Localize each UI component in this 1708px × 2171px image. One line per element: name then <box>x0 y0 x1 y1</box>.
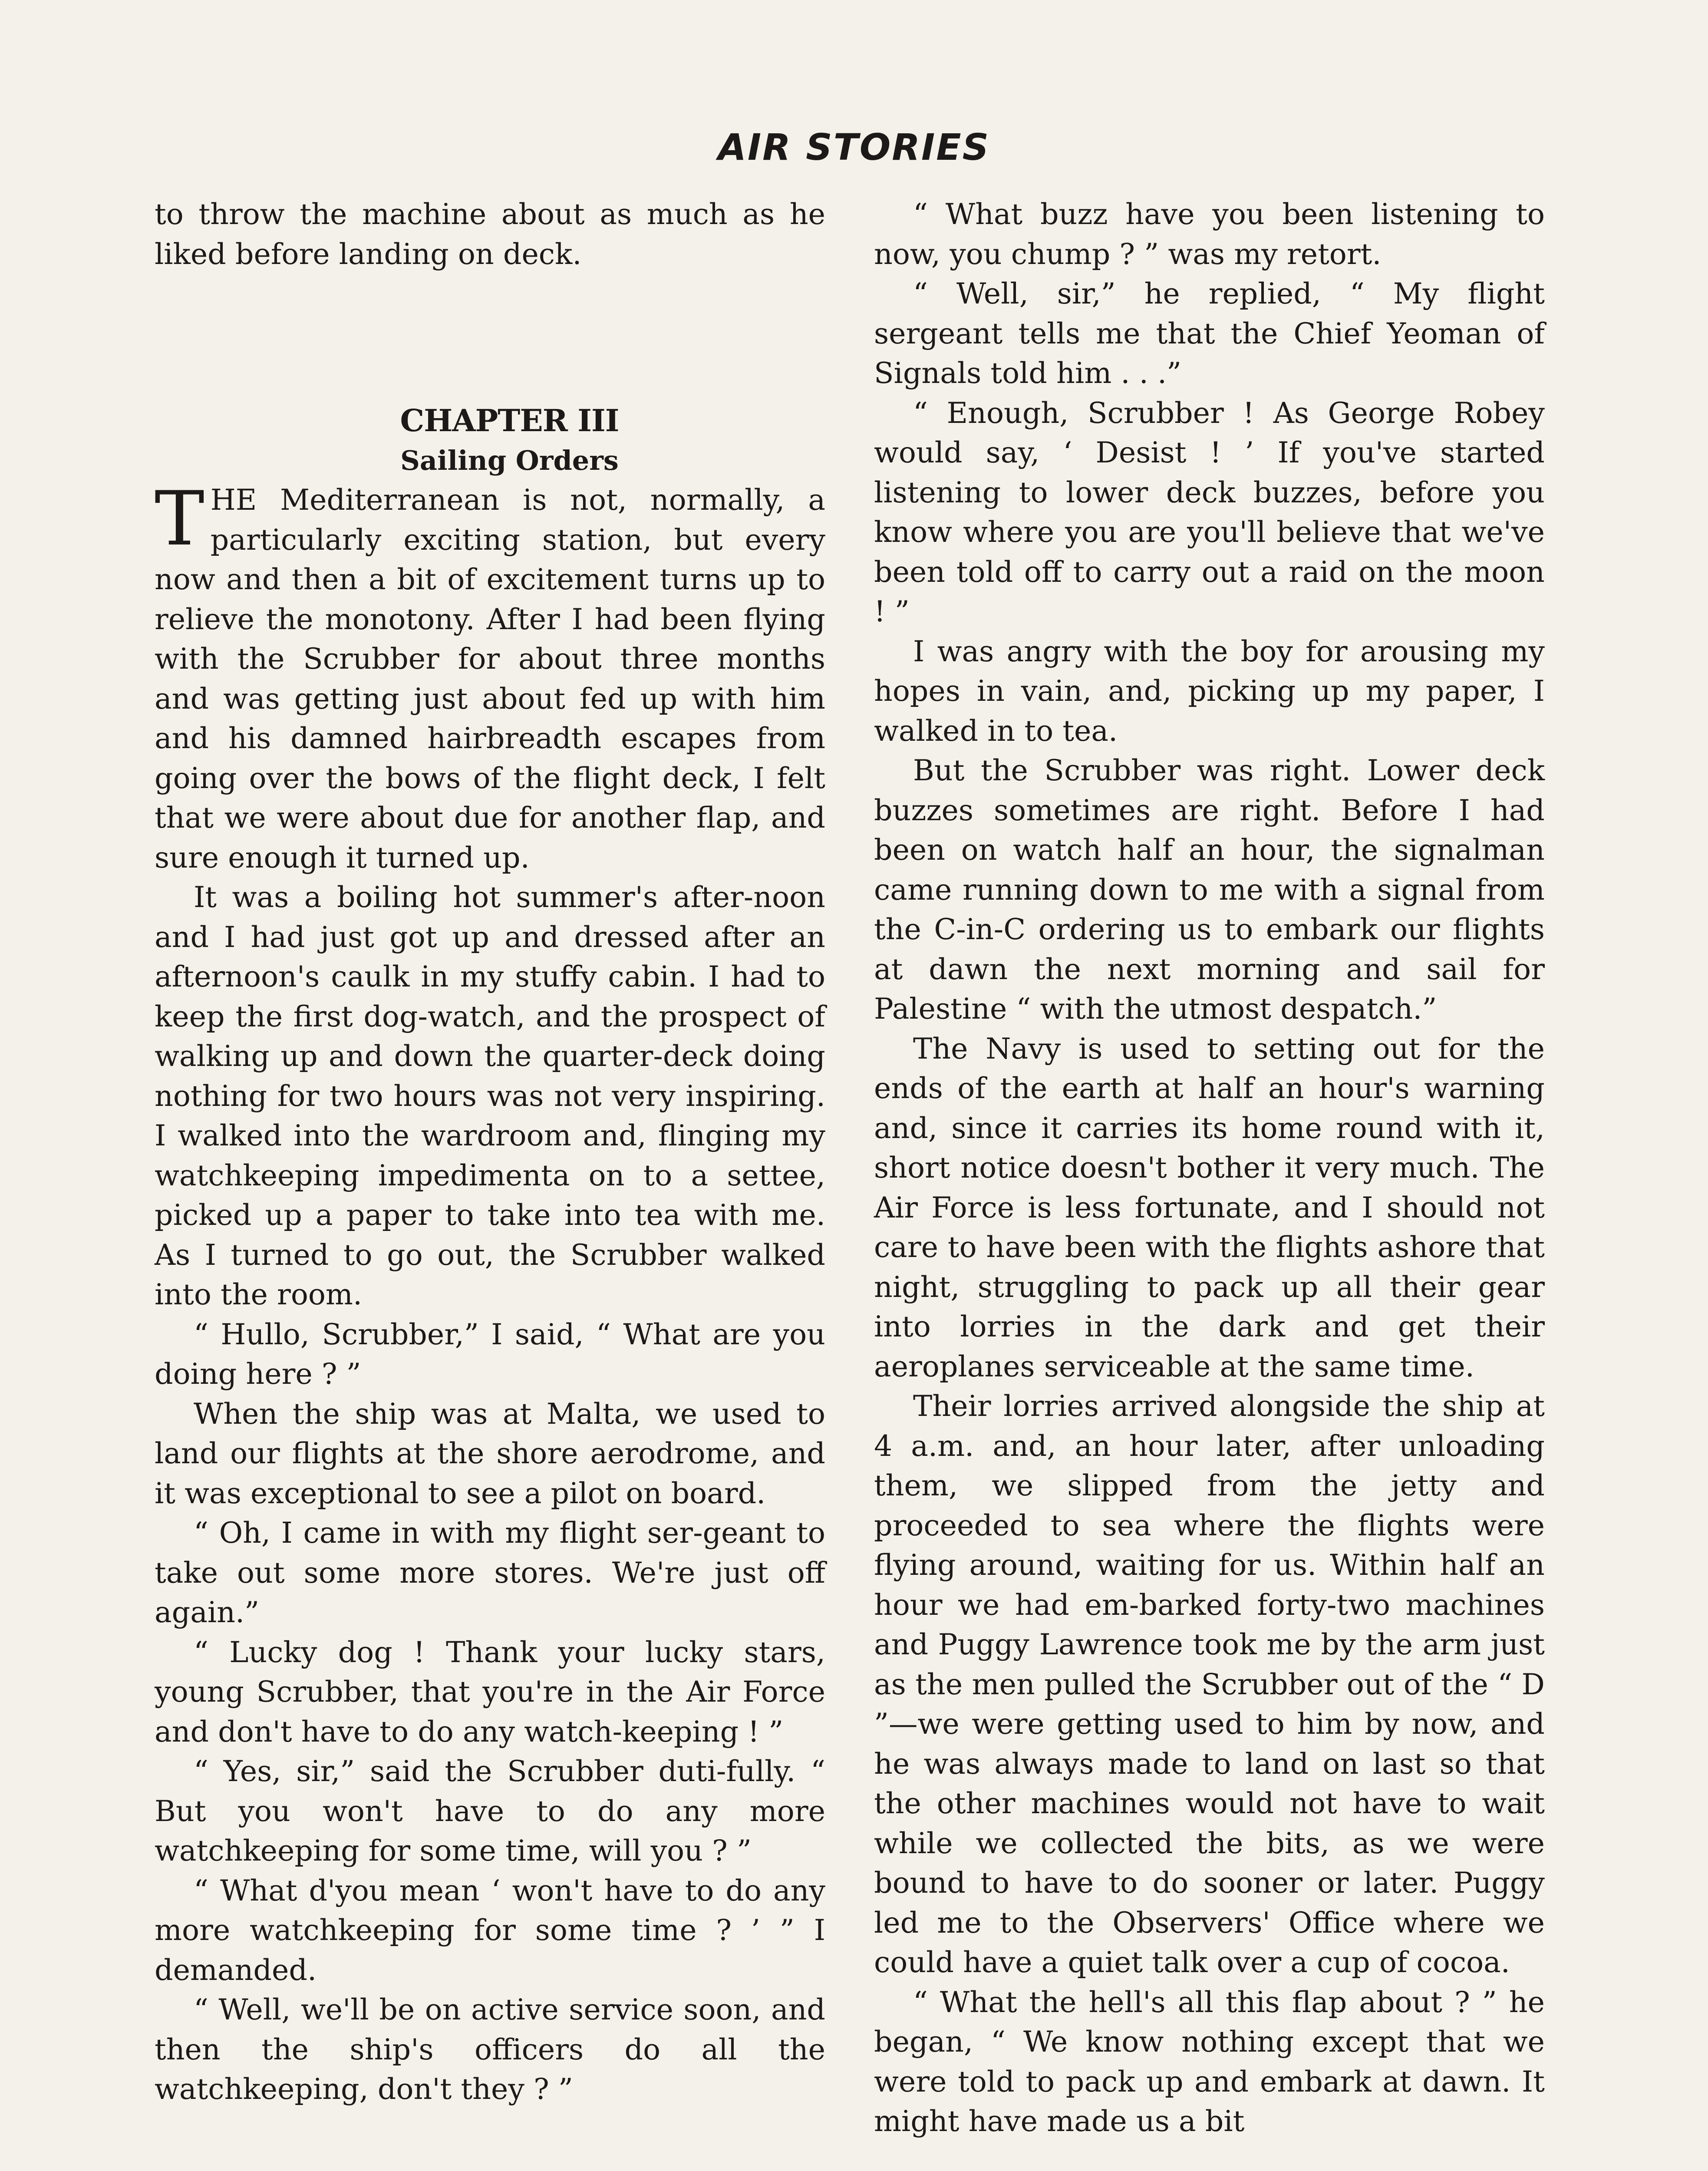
paragraph: “ Well, sir,” he replied, “ My flight sergeant tells me that the Chief Yeoman of Signals told him . . .” <box>874 277 1545 390</box>
paragraph: I was angry with the boy for arousing my hopes in vain, and, picking up my paper, I walked in to tea. <box>874 634 1545 748</box>
paragraph: But the Scrubber was right. Lower deck buzzes sometimes are right. Before I had been on watch half an hour, the signalman came running down to me with a signal from the C-in-C ordering us to embark our flights at dawn the next morning and sail for Palestine “ with the utmost despatch.” <box>874 753 1545 1026</box>
paragraph: “ What buzz have you been listening to now, you chump ? ” was my retort. <box>874 197 1545 271</box>
paragraph: It was a boiling hot summer's after-noon and I had just got up and dressed after an afternoon's caulk in my stuffy cabin. I had to keep the first dog-watch, and the prospect of walking up and down the quarter-deck doing nothing for two hours was not very inspiring. I walked into the wardroom and, flinging my watchkeeping impedimenta on to a settee, picked up a paper to take into tea with me. As I turned to go out, the Scrubber walked into the room. <box>155 880 825 1311</box>
paragraph: to throw the machine about as much as he liked before landing on deck. <box>155 197 825 271</box>
paragraph: “ Enough, Scrubber ! As George Robey would say, ‘ Desist ! ’ If you've started listening to lower deck buzzes, before you know where you are you'll believe that we've been told off to carry out a raid on the moon ! ” <box>874 396 1545 628</box>
right-column <box>874 195 1545 2141</box>
paragraph: “ What d'you mean ‘ won't have to do any more watchkeeping for some time ? ’ ” I demanded. <box>155 1873 825 1987</box>
paragraph: “ Oh, I came in with my flight ser-geant to take out some more stores. We're just off again.” <box>155 1516 825 1629</box>
paragraph: “ Lucky dog ! Thank your lucky stars, young Scrubber, that you're in the Air Force and don't have to do any watch-keeping ! ” <box>155 1635 825 1749</box>
paragraph: Their lorries arrived alongside the ship at 4 a.m. and, an hour later, after unloading them, we slipped from the jetty and proceeded to sea where the flights were flying around, waiting for us. Within half an hour we had em-barked forty-two machines and Puggy Lawrence took me by the arm just as the men pulled the Scrubber out of the “ D ”—we were getting used to him by now, and he was always made to land on last so that the other machines would not have to wait while we collected the bits, as we were bound to have to do sooner or later. Puggy led me to the Observers' Office where we could have a quiet talk over a cup of cocoa. <box>874 1389 1545 1979</box>
paragraph: “ Well, we'll be on active service soon, and then the ship's officers do all the watchkeeping, don't they ? ” <box>155 1993 825 2106</box>
left-column <box>155 195 825 2109</box>
opening-paragraph-text: HE Mediterranean is not, normally, a particularly exciting station, but every now and then a bit of excitement turns up to relieve the monotony. After I had been flying with the Scrubber for about three months and was getting just about fed up with him and his damned hairbreadth escapes from going over the bows of the flight deck, I felt that we were about due for another flap, and sure enough it turned up. <box>155 483 825 874</box>
paragraph: “ Hullo, Scrubber,” I said, “ What are you doing here ? ” <box>155 1317 825 1391</box>
paragraph: The Navy is used to setting out for the ends of the earth at half an hour's warning and, since it carries its home round with it, short notice doesn't bother it very much. The Air Force is less fortunate, and I should not care to have been with the flights ashore that night, struggling to pack up all their gear into lorries in the dark and get their aeroplanes serviceable at the same time. <box>874 1031 1545 1383</box>
opening-paragraph <box>155 475 825 878</box>
chapter-subtitle: Sailing Orders <box>400 445 619 476</box>
running-head: AIR STORIES <box>718 126 990 168</box>
paragraph: “ Yes, sir,” said the Scrubber duti-fully. “ But you won't have to do any more watchkeeping for some time, will you ? ” <box>155 1754 825 1867</box>
drop-cap: T <box>155 475 204 562</box>
paragraph: “ What the hell's all this flap about ? ” he began, “ We know nothing except that we were told to pack up and embark at dawn. It might have made us a bit <box>874 1985 1545 2138</box>
paragraph: When the ship was at Malta, we used to land our flights at the shore aerodrome, and it was exceptional to see a pilot on board. <box>155 1396 825 1510</box>
chapter-spacer <box>155 274 825 400</box>
chapter-title: CHAPTER III <box>400 403 619 439</box>
